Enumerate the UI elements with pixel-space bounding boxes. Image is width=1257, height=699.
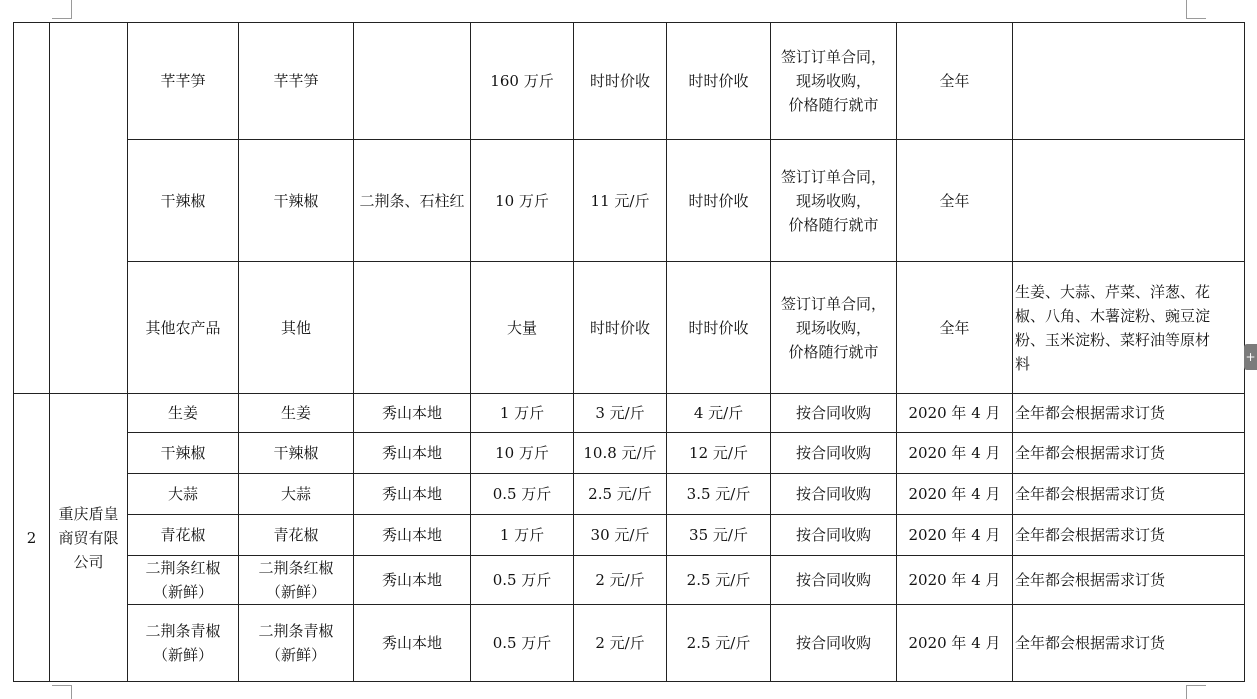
product-cell: 芊芊笋 (128, 23, 239, 140)
crop-mark-top-right (1186, 0, 1187, 18)
origin-cell (354, 262, 471, 394)
index-cell (14, 23, 50, 394)
table-row (14, 140, 1245, 262)
method-cell: 按合同收购 (771, 515, 897, 556)
variety-cell: 芊芊笋 (239, 23, 354, 140)
remark-cell (1013, 23, 1245, 140)
product-cell (128, 474, 239, 515)
table-row (14, 394, 1245, 433)
buy-price-cell: 3 元/斤 (574, 394, 667, 433)
variety-cell: 干辣椒 (239, 140, 354, 262)
method-cell (771, 23, 897, 140)
method-cell: 按合同收购 (771, 556, 897, 605)
buy-price-cell: 2.5 元/斤 (574, 474, 667, 515)
origin-cell: 秀山本地 (354, 474, 471, 515)
buy-price-cell: 2 元/斤 (574, 556, 667, 605)
method-cell-line: 价格随行就市 (788, 342, 879, 361)
origin-cell: 二荆条、石柱红 (354, 140, 471, 262)
method-cell-line: 价格随行就市 (788, 215, 879, 234)
variety-cell (239, 433, 354, 474)
sell-price-cell: 2.5 元/斤 (667, 605, 771, 682)
method-cell-line: 签订订单合同， (780, 294, 886, 313)
variety-cell-line: 生姜 (280, 404, 311, 422)
crop-mark-top-left (71, 0, 72, 18)
time-cell: 2020 年 4 月 (897, 433, 1013, 474)
time-cell: 2020 年 4 月 (897, 515, 1013, 556)
variety-cell-line: 青花椒 (273, 526, 319, 544)
quantity-cell: 0.5 万斤 (471, 474, 574, 515)
time-cell: 全年 (897, 140, 1013, 262)
variety-cell-line: （新鲜） (265, 646, 326, 664)
time-cell: 全年 (897, 23, 1013, 140)
table-row (14, 515, 1245, 556)
sell-price-cell: 时时价收 (667, 262, 771, 394)
crop-mark-bottom-right-h (1186, 685, 1206, 686)
sell-price-cell: 4 元/斤 (667, 394, 771, 433)
product-cell: 干辣椒 (128, 140, 239, 262)
product-cell-line: 二荆条红椒 (145, 559, 221, 577)
quantity-cell: 10 万斤 (471, 140, 574, 262)
sell-price-cell: 时时价收 (667, 23, 771, 140)
origin-cell: 秀山本地 (354, 605, 471, 682)
table-row (14, 556, 1245, 605)
method-cell-line: 签订订单合同， (780, 167, 886, 186)
product-cell: 其他农产品 (128, 262, 239, 394)
quantity-cell: 160 万斤 (471, 23, 574, 140)
product-cell-line: 青花椒 (160, 526, 206, 544)
crop-mark-bottom-right (1186, 685, 1187, 699)
company-cell-line: 公司 (73, 552, 104, 571)
plus-icon: + (1245, 350, 1256, 364)
method-cell: 按合同收购 (771, 394, 897, 433)
company-cell (50, 23, 128, 394)
method-cell-line: 现场收购， (795, 191, 871, 210)
index-cell: 2 (14, 394, 50, 682)
product-cell-line: 大蒜 (167, 485, 198, 503)
product-cell (128, 433, 239, 474)
method-cell (771, 262, 897, 394)
variety-cell (239, 605, 354, 682)
origin-cell: 秀山本地 (354, 394, 471, 433)
variety-cell (239, 474, 354, 515)
purchase-table (13, 22, 1245, 682)
product-cell-line: （新鲜） (152, 646, 213, 664)
buy-price-cell: 10.8 元/斤 (574, 433, 667, 474)
remark-cell: 全年都会根据需求订货 (1013, 556, 1245, 605)
product-cell-line: 生姜 (167, 404, 198, 422)
company-cell (50, 394, 128, 682)
buy-price-cell: 时时价收 (574, 262, 667, 394)
crop-mark-bottom-left-h (52, 685, 72, 686)
method-cell-line: 价格随行就市 (788, 96, 879, 114)
quantity-cell: 0.5 万斤 (471, 556, 574, 605)
variety-cell-line: 大蒜 (280, 485, 311, 503)
table-row (14, 474, 1245, 515)
product-cell (128, 556, 239, 605)
remark-cell: 全年都会根据需求订货 (1013, 515, 1245, 556)
buy-price-cell: 30 元/斤 (574, 515, 667, 556)
variety-cell-line: （新鲜） (265, 583, 326, 601)
buy-price-cell: 时时价收 (574, 23, 667, 140)
sell-price-cell: 12 元/斤 (667, 433, 771, 474)
crop-mark-bottom-left (71, 685, 72, 699)
remark-cell: 全年都会根据需求订货 (1013, 474, 1245, 515)
product-cell (128, 605, 239, 682)
quantity-cell: 10 万斤 (471, 433, 574, 474)
quantity-cell: 1 万斤 (471, 394, 574, 433)
remark-cell-line: 料 (1015, 354, 1031, 373)
origin-cell: 秀山本地 (354, 515, 471, 556)
method-cell-line: 现场收购， (795, 72, 871, 90)
sell-price-cell: 2.5 元/斤 (667, 556, 771, 605)
method-cell: 按合同收购 (771, 474, 897, 515)
variety-cell (239, 556, 354, 605)
quantity-cell: 大量 (471, 262, 574, 394)
method-cell-line: 现场收购， (795, 318, 871, 337)
remark-cell-line: 椒、八角、木薯淀粉、豌豆淀 (1015, 306, 1211, 325)
remark-cell: 全年都会根据需求订货 (1013, 433, 1245, 474)
time-cell: 2020 年 4 月 (897, 394, 1013, 433)
product-cell-line: 干辣椒 (160, 444, 206, 462)
quantity-cell: 0.5 万斤 (471, 605, 574, 682)
product-cell-line: （新鲜） (152, 583, 213, 601)
remark-cell-line: 粉、玉米淀粉、菜籽油等原材 (1015, 330, 1211, 349)
method-cell-line: 签订订单合同， (780, 48, 886, 66)
method-cell (771, 140, 897, 262)
time-cell: 2020 年 4 月 (897, 474, 1013, 515)
quantity-cell: 1 万斤 (471, 515, 574, 556)
table-body (14, 23, 1245, 682)
table-row (14, 605, 1245, 682)
origin-cell: 秀山本地 (354, 433, 471, 474)
table-row (14, 23, 1245, 140)
company-cell-line: 商贸有限 (58, 528, 119, 547)
variety-cell (239, 515, 354, 556)
remark-cell (1013, 262, 1245, 394)
product-cell (128, 394, 239, 433)
method-cell: 按合同收购 (771, 433, 897, 474)
crop-mark-top-right-h (1186, 18, 1206, 19)
table-expand-handle[interactable] (1244, 344, 1257, 370)
buy-price-cell: 11 元/斤 (574, 140, 667, 262)
table-row (14, 433, 1245, 474)
variety-cell-line: 干辣椒 (273, 444, 319, 462)
sell-price-cell: 时时价收 (667, 140, 771, 262)
product-cell (128, 515, 239, 556)
crop-mark-top-left-h (52, 18, 72, 19)
remark-cell (1013, 140, 1245, 262)
origin-cell (354, 23, 471, 140)
variety-cell-line: 二荆条红椒 (258, 559, 334, 577)
product-cell-line: 二荆条青椒 (145, 622, 221, 640)
variety-cell (239, 394, 354, 433)
sell-price-cell: 35 元/斤 (667, 515, 771, 556)
time-cell: 2020 年 4 月 (897, 556, 1013, 605)
method-cell: 按合同收购 (771, 605, 897, 682)
remark-cell-line: 生姜、大蒜、芹菜、洋葱、花 (1015, 282, 1211, 301)
company-cell-line: 重庆盾皇 (58, 504, 119, 523)
sell-price-cell: 3.5 元/斤 (667, 474, 771, 515)
table-row (14, 262, 1245, 394)
buy-price-cell: 2 元/斤 (574, 605, 667, 682)
variety-cell: 其他 (239, 262, 354, 394)
variety-cell-line: 二荆条青椒 (258, 622, 334, 640)
remark-cell: 全年都会根据需求订货 (1013, 605, 1245, 682)
time-cell: 2020 年 4 月 (897, 605, 1013, 682)
remark-cell: 全年都会根据需求订货 (1013, 394, 1245, 433)
time-cell: 全年 (897, 262, 1013, 394)
origin-cell: 秀山本地 (354, 556, 471, 605)
